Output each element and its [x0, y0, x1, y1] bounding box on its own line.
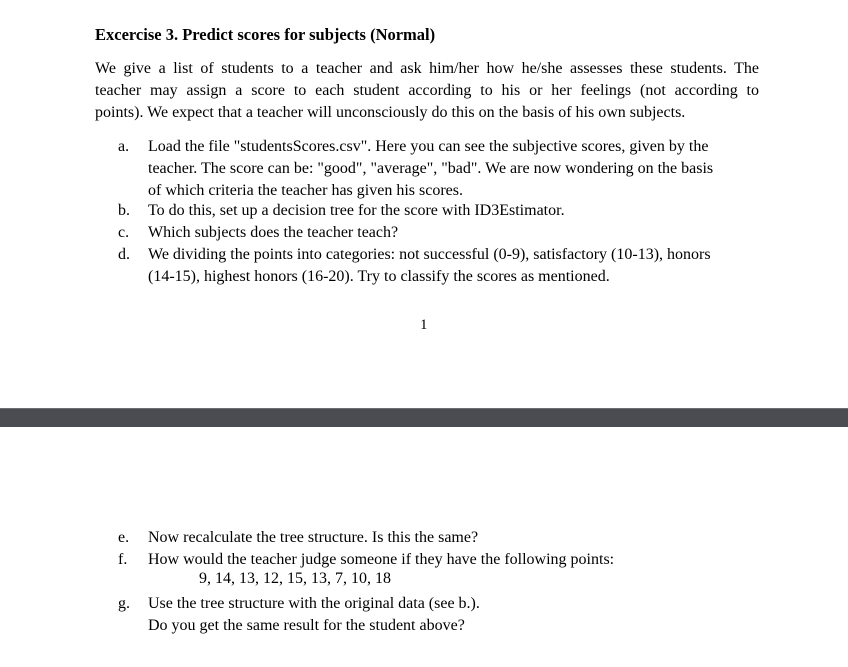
page-gap — [0, 408, 848, 428]
list-item-line: We dividing the points into categories: not successful (0-9), satisfactory (10-13), honors — [148, 246, 711, 263]
points-list: 9, 14, 13, 12, 15, 13, 7, 10, 18 — [199, 570, 391, 587]
intro-line: We give a list of students to a teacher and ask him/her how he/she assesses these students. The — [95, 60, 759, 77]
list-item-label: c. — [118, 224, 130, 241]
list-item-line: To do this, set up a decision tree for the score with ID3Estimator. — [148, 202, 565, 219]
list-item-label: e. — [118, 529, 130, 546]
list-item-label: f. — [118, 551, 128, 568]
list-item-line: (14-15), highest honors (16-20). Try to classify the scores as mentioned. — [148, 268, 610, 285]
list-item-line: Load the file "studentsScores.csv". Here you can see the subjective scores, given by the — [148, 138, 709, 155]
list-item-line: Use the tree structure with the original data (see b.). — [148, 595, 480, 612]
list-item-line: Do you get the same result for the student above? — [148, 617, 465, 634]
list-item-line: Which subjects does the teacher teach? — [148, 224, 399, 241]
list-item-line: teacher. The score can be: "good", "average", "bad". We are now wondering on the basis — [148, 160, 714, 177]
list-item-line: How would the teacher judge someone if they have the following points: — [148, 551, 615, 568]
intro-line: teacher may assign a score to each student according to his or her feelings (not according to — [95, 82, 759, 99]
exercise-title: Excercise 3. Predict scores for subjects (Normal) — [95, 25, 436, 44]
list-item-label: g. — [118, 595, 130, 612]
intro-paragraph — [95, 58, 759, 124]
intro-line: points). We expect that a teacher will unconsciously do this on the basis of his own subjects. — [95, 104, 686, 121]
list-item-line: Now recalculate the tree structure. Is this the same? — [148, 529, 479, 546]
list-item-line: of which criteria the teacher has given his scores. — [148, 182, 463, 199]
list-item-label: d. — [118, 246, 130, 263]
page-number: 1 — [420, 317, 428, 333]
list-item-label: b. — [118, 202, 130, 219]
list-item-label: a. — [118, 138, 130, 155]
